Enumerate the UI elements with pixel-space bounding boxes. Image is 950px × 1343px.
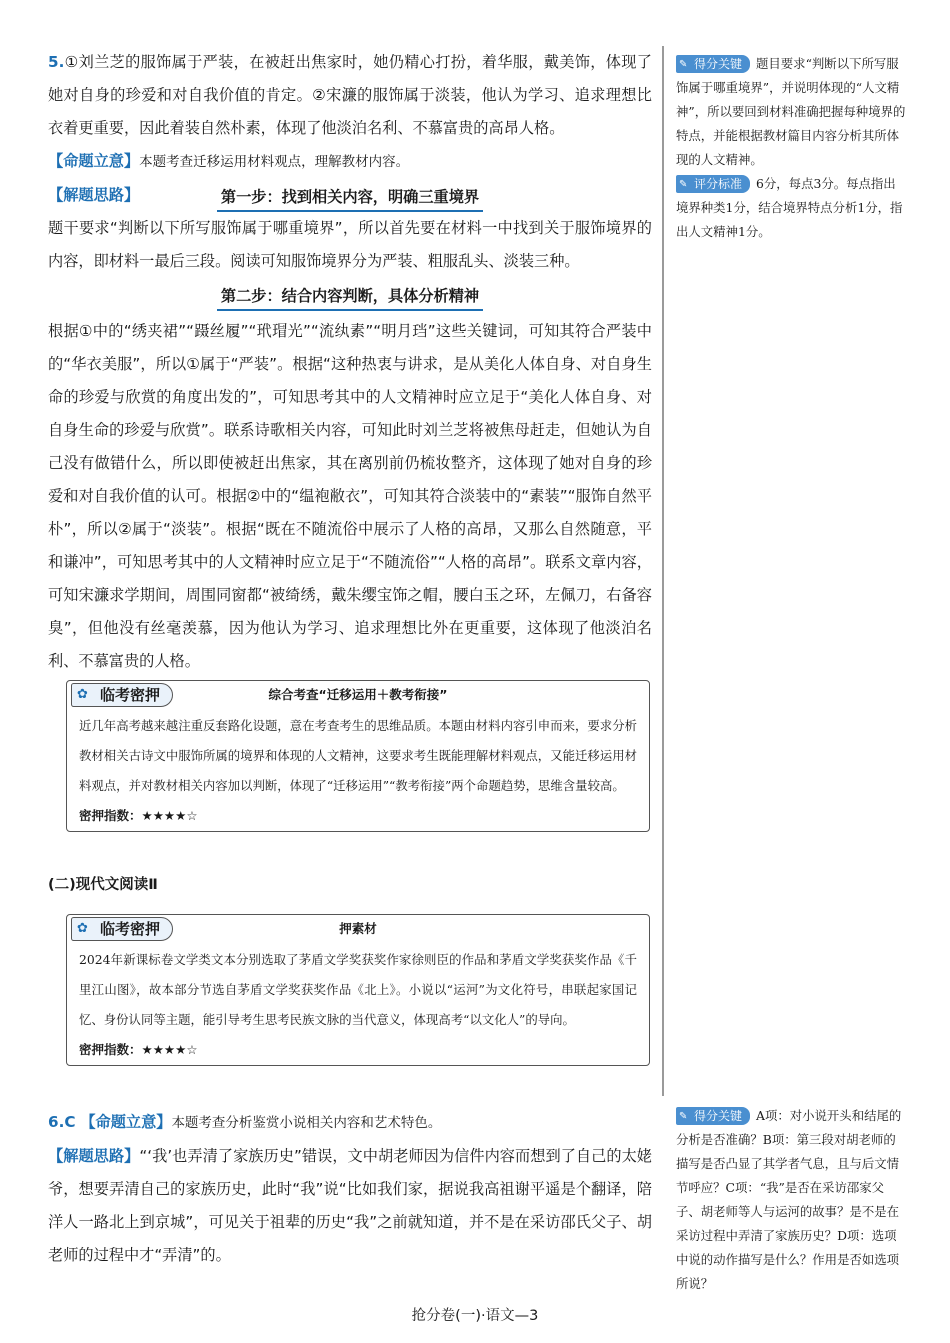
side-notes-q5: [676, 52, 908, 244]
scoring-standard-label: 评分标准: [694, 177, 743, 191]
side-note-standard: [676, 172, 908, 244]
box2-rating: 密押指数：★★★★☆: [79, 1042, 198, 1057]
box1-badge-label: 临考密押: [100, 686, 161, 704]
side-note-q6-key: [676, 1104, 908, 1296]
q6-score-key-badge: [676, 1107, 750, 1125]
q5-intent: [48, 145, 652, 179]
q6-score-key-label: 得分关键: [694, 1109, 743, 1123]
q5-answer: [48, 46, 652, 145]
score-key-text: 题目要求“判断以下所写服饰属于哪重境界”，并说明体现的“人文精神”，所以要回到材料准确把握每种境界的特点，并能根据教材篇目内容分析其所体现的人文精神。: [676, 56, 906, 167]
q5-intent-tag: 【命题立意】: [48, 152, 140, 170]
section-heading: (二)现代文阅读Ⅱ: [48, 877, 158, 893]
score-key-badge: [676, 55, 750, 73]
q6-approach-text: “‘我’也弄清了家族历史”错误，文中胡老师因为信件内容而想到了自己的太姥爷，想要弄清自己的家族历史，此时“我”说“比如我们家，据说我高祖谢平遥是个翻译，陪洋人一路北上到京城”，可见关于祖辈的历史“我”之前就知道，并不是在采访邵氏父子、胡老师的过程中才“弄清”的。: [48, 1147, 652, 1264]
step2-text: 根据①中的“绣夹裙”“蹑丝履”“玳瑁光”“流纨素”“明月珰”这些关键词，可知其符合严装中的“华衣美服”，所以①属于“严装”。根据“这种热衷与讲求，是从美化人体自身、对自身生命的珍爱与欣赏的角度出发的”，可知思考其中的人文精神时应立足于“美化人体自身、对自身生命的珍爱与欣赏”。联系诗歌相关内容，可知此时刘兰芝将被焦母赶走，但她认为自己没有做错什么，所以即使被赶出焦家，其在离别前仍梳妆整齐，这体现了她对自身的珍爱和对自我价值的认可。根据②中的“缊袍敝衣”，可知其符合淡装中的“素装”“服饰自然平朴”，所以②属于“淡装”。根据“既在不随流俗中展示了人格的高昂，又那么自然随意，平和谦冲”，可知思考其中的人文精神时应立足于“不随流俗”“人格的高昂”。联系文章内容，可知宋濂求学期间，周围同窗都“被绮绣，戴朱缨宝饰之帽，腰白玉之环，左佩刀，右备容臭”，但他没有丝毫羡慕，因为他认为学习、追求理想比外在更重要，这体现了他淡泊名利、不慕富贵的人格。: [48, 322, 652, 670]
q5-approach-tag: 【解题思路】: [48, 186, 140, 204]
box2-header: [67, 915, 649, 943]
box1-rating: 密押指数：★★★★☆: [79, 808, 198, 823]
scoring-standard-badge: [676, 175, 750, 193]
step2-title: 第二步：结合内容判断，具体分析精神: [217, 283, 483, 311]
question-6: [48, 1106, 652, 1272]
step1-text: 题干要求“判断以下所写服饰属于哪重境界”，所以首先要在材料一中找到关于服饰境界的内容，即材料一最后三段。阅读可知服饰境界分为严装、粗服乱头、淡装三种。: [48, 219, 652, 270]
column-divider: [662, 46, 664, 1096]
q6-intent-text: 本题考查分析鉴赏小说相关内容和艺术特色。: [171, 1115, 442, 1131]
q5-answer-text: ①刘兰芝的服饰属于严装，在被赶出焦家时，她仍精心打扮，着华服，戴美饰，体现了她对自身的珍爱和对自我价值的肯定。②宋濂的服饰属于淡装，他认为学习、追求理想比衣着更重要，因此着装自然朴素，体现了他淡泊名利、不慕富贵的高昂人格。: [48, 53, 652, 137]
page-footer: 抢分卷(一)·语文—3: [411, 1308, 539, 1324]
q6-score-key-text: A项：对小说开头和结尾的分析是否准确？B项：第三段对胡老师的描写是否凸显了其学者气息，且与后文情节呼应？C项：“我”是否在采访邵家父子、胡老师等人与运河的故事？是不是在采访过程中弄清了家族历史？D项：选项中说的动作描写是什么？作用是否如选项所说？: [676, 1108, 902, 1291]
exam-tip-box-2: [66, 914, 650, 1066]
question-5: [48, 46, 652, 678]
exam-tip-box-1: [66, 680, 650, 832]
q6-number: 6.C: [48, 1113, 76, 1131]
key-icon: ✎: [679, 1111, 688, 1122]
seal-icon: ✿: [77, 687, 88, 702]
seal-icon: ✿: [77, 921, 88, 936]
q6-intent-tag: 【命题立意】: [80, 1113, 172, 1131]
box1-header: [67, 681, 649, 709]
key-icon: ✎: [679, 179, 688, 190]
q6-approach-tag: 【解题思路】: [48, 1147, 140, 1165]
scoring-standard-text: 6分，每点3分。每点指出境界种类1分，结合境界特点分析1分，指出人文精神1分。: [676, 176, 903, 239]
box1-body-text: 近几年高考越来越注重反套路化设题，意在考查考生的思维品质。本题由材料内容引申而来，要求分析教材相关古诗文中服饰所属的境界和体现的人文精神，这要求考生既能理解材料观点，又能迁移运用材料观点，并对教材相关内容加以判断，体现了“迁移运用”“教考衔接”两个命题趋势，思维含量较高。: [79, 718, 637, 793]
step1-title: 第一步：找到相关内容，明确三重境界: [217, 184, 483, 212]
q5-intent-text: 本题考查迁移运用材料观点，理解教材内容。: [139, 154, 410, 170]
box2-body: [67, 943, 649, 1037]
q5-approach: [48, 179, 652, 212]
box1-title: 综合考查“迁移运用＋教考衔接”: [268, 687, 448, 702]
box2-title: 押素材: [339, 921, 377, 936]
score-key-label: 得分关键: [694, 57, 743, 71]
box2-badge-label: 临考密押: [100, 920, 161, 938]
step2-title-wrap: [48, 280, 652, 313]
q6-approach: [48, 1140, 652, 1272]
q5-number: 5.: [48, 53, 65, 71]
box1-body: [67, 709, 649, 803]
side-notes-q6: [676, 1104, 908, 1296]
side-note-key: [676, 52, 908, 172]
key-icon: ✎: [679, 59, 688, 70]
step1-title-wrap: [48, 181, 652, 214]
box2-body-text: 2024年新课标卷文学类文本分别选取了茅盾文学奖获奖作家徐则臣的作品和茅盾文学奖获奖作品《千里江山图》，故本部分节选自茅盾文学奖获奖作品《北上》。小说以“运河”为文化符号，串联起家国记忆、身份认同等主题，能引导考生思考民族文脉的当代意义，体现高考“以文化人”的导向。: [79, 952, 637, 1027]
q6-intent: [48, 1106, 652, 1140]
